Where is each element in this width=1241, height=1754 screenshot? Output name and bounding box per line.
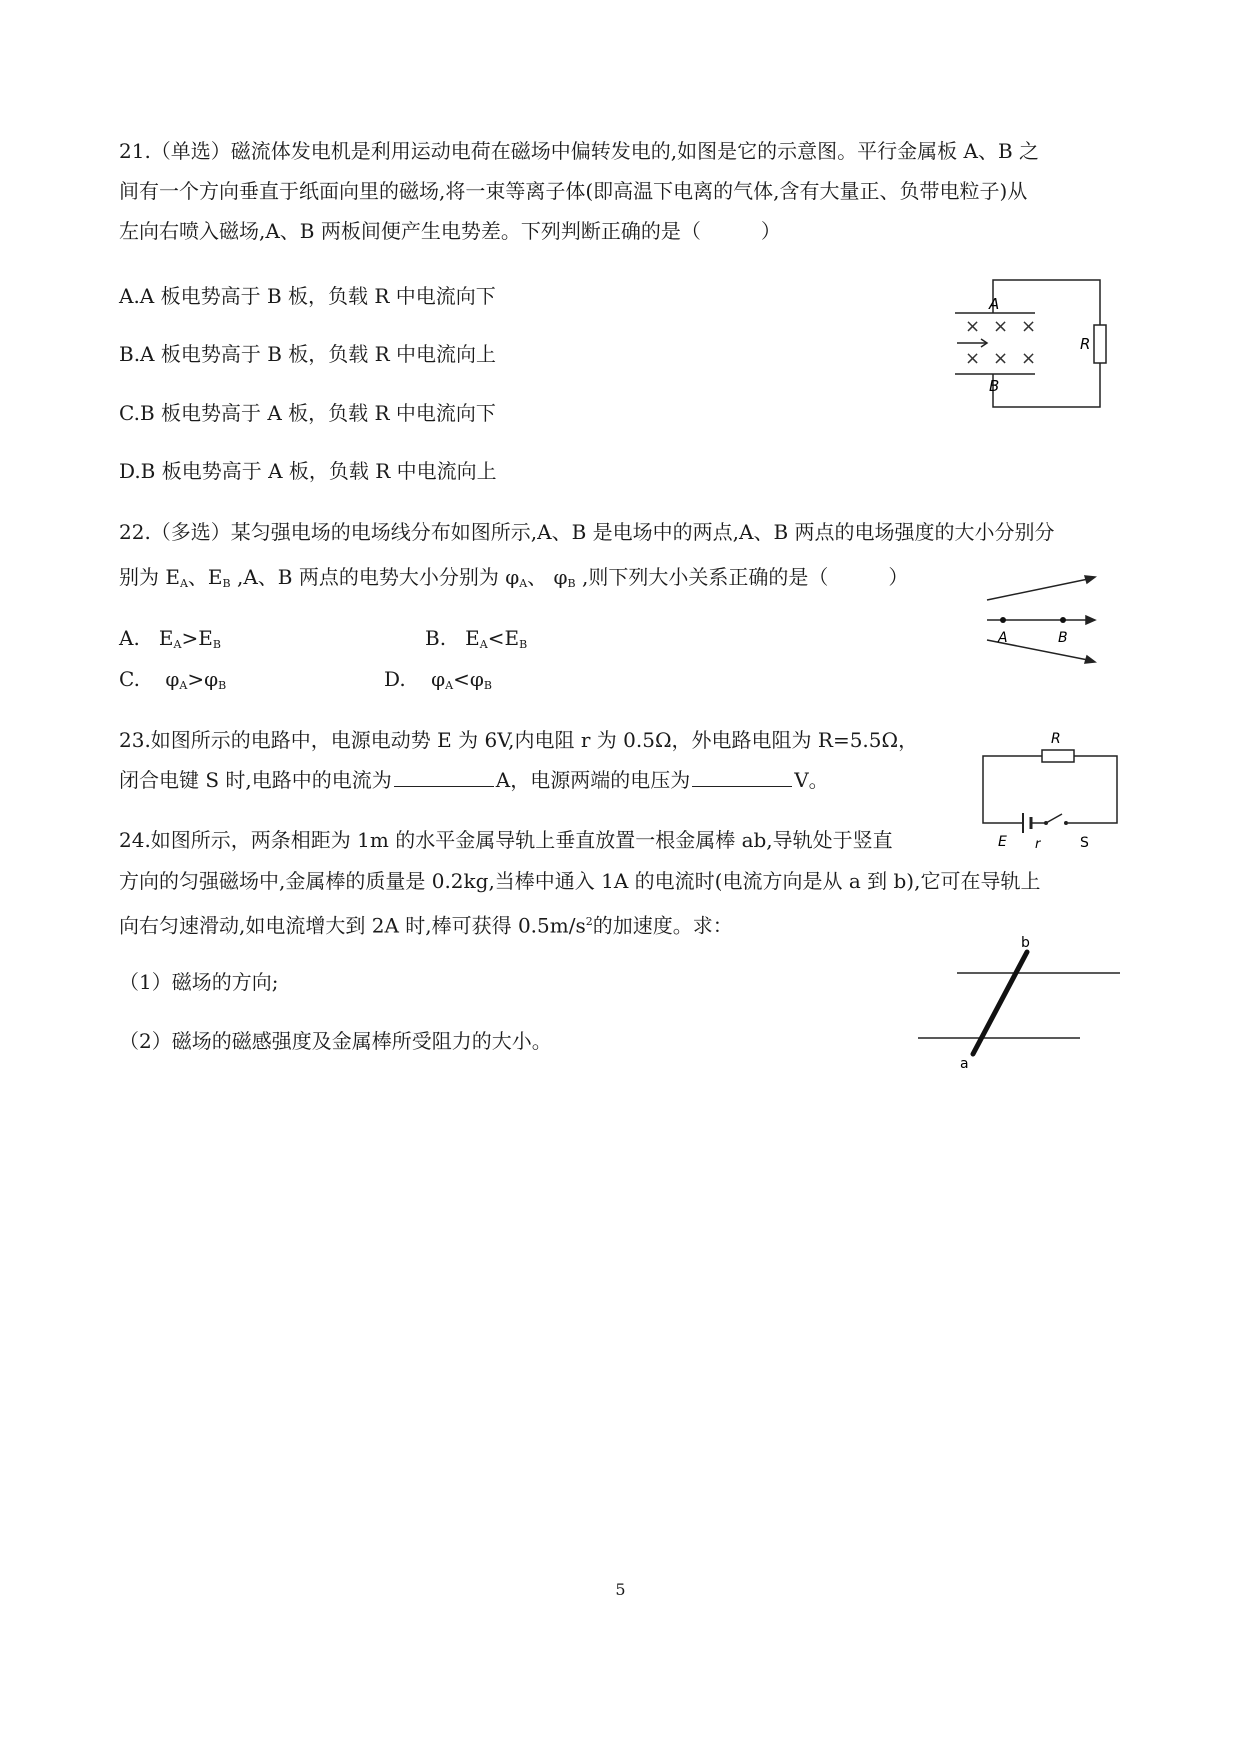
q22-sub: A: [445, 679, 454, 692]
q21-fig-cross: ×: [1021, 348, 1037, 369]
symbol: E: [158, 626, 174, 650]
q24-subquestion-2: （2）磁场的磁感强度及金属棒所受阻力的大小。: [119, 1029, 552, 1053]
q22-text-line1: 22.（多选）某匀强电场的电场线分布如图所示,A、B 是电场中的两点,A、B 两点的电场强度的大小分别分: [119, 520, 1055, 544]
q24-fig-label-a: a: [960, 1056, 969, 1072]
q21-option-d: D.B 板电势高于 A 板，负载 R 中电流向上: [119, 459, 497, 483]
q22-sub: A: [179, 679, 188, 692]
q22-text-fragment: 别为 E: [119, 565, 180, 589]
q22-sub: A: [479, 638, 488, 651]
q23-blank-current[interactable]: [394, 766, 494, 787]
q22-option-d: [384, 665, 492, 700]
q21-figure-mhd-generator: [955, 275, 1115, 415]
relation: <: [487, 626, 505, 650]
q21-fig-label-r: R: [1080, 335, 1091, 353]
symbol: φ: [431, 667, 446, 691]
q24-fig-label-b: b: [1021, 935, 1030, 951]
q23-text-fragment: V。: [794, 768, 829, 792]
page-number: 5: [615, 1580, 626, 1599]
relation: >: [181, 626, 199, 650]
q21-option-c: C.B 板电势高于 A 板，负载 R 中电流向下: [119, 401, 496, 425]
q21-text-line1: 21.（单选）磁流体发电机是利用运动电荷在磁场中偏转发电的,如图是它的示意图。平行金属板 A、B 之: [119, 139, 1040, 163]
q22-sub: B: [218, 679, 227, 692]
option-label: D.: [384, 667, 406, 691]
q22-text-fragment: 、E: [187, 565, 223, 589]
q22-sub: A: [519, 577, 528, 590]
symbol: E: [198, 626, 213, 650]
q22-sub: B: [567, 577, 576, 590]
q21-fig-cross: ×: [1021, 316, 1037, 337]
q24-subquestion-1: （1）磁场的方向;: [119, 970, 279, 994]
q24-sup: 2: [585, 915, 593, 928]
q22-fig-label-b: B: [1058, 630, 1068, 646]
symbol: E: [465, 626, 480, 650]
q21-fig-cross: ×: [993, 316, 1009, 337]
q23-text-fragment: 闭合电键 S 时,电路中的电流为: [119, 768, 392, 792]
q24-text-line2: 方向的匀强磁场中,金属棒的质量是 0.2kg,当棒中通入 1A 的电流时(电流方向是从 a 到 b),它可在导轨上: [119, 869, 1041, 893]
q21-text-line3: 左向右喷入磁场,A、B 两板间便产生电势差。下列判断正确的是（ ）: [119, 219, 781, 243]
q24-figure-rails: [915, 935, 1125, 1075]
option-label: B.: [425, 626, 447, 650]
q24-text-fragment: 向右匀速滑动,如电流增大到 2A 时,棒可获得 0.5m/s: [119, 913, 586, 938]
q21-text-line2: 间有一个方向垂直于纸面向里的磁场,将一束等离子体(即高温下电离的气体,含有大量正、负带电粒子)从: [119, 179, 1028, 203]
q24-text-line1: 24.如图所示，两条相距为 1m 的水平金属导轨上垂直放置一根金属棒 ab,导轨处于竖直: [119, 828, 893, 852]
q22-fig-label-a: A: [998, 630, 1008, 646]
q22-text-line2: [119, 563, 908, 598]
q22-option-a: [119, 624, 221, 659]
q23-fig-label-e: E: [998, 834, 1007, 850]
q22-sub: B: [519, 638, 528, 651]
q23-fig-label-s: S: [1080, 835, 1089, 851]
q23-text-line1: 23.如图所示的电路中，电源电动势 E 为 6V,内电阻 r 为 0.5Ω，外电路电阻为 R=5.5Ω，: [119, 728, 919, 752]
option-label: C.: [119, 667, 140, 691]
q22-sub: B: [483, 679, 492, 692]
q23-blank-voltage[interactable]: [692, 766, 792, 787]
q22-sub: B: [222, 577, 231, 590]
q23-fig-label-r: R: [1051, 731, 1061, 747]
q22-figure-field-lines: [985, 570, 1100, 670]
symbol: φ: [469, 667, 484, 691]
q23-fig-label-r-internal: r: [1035, 837, 1041, 852]
q23-figure-circuit: [980, 728, 1120, 850]
q22-sub: A: [173, 638, 182, 651]
q21-fig-label-a: A: [989, 295, 1000, 313]
q21-fig-label-b: B: [989, 377, 1000, 395]
q22-option-b: [425, 624, 527, 659]
q22-text-fragment: ,则下列大小关系正确的是（ ）: [575, 565, 909, 589]
q21-fig-cross: ×: [965, 316, 981, 337]
relation: <: [453, 667, 470, 691]
q22-option-c: [119, 665, 226, 700]
symbol: E: [504, 626, 520, 650]
q24-text-line3: [119, 908, 733, 940]
q23-text-line2: [119, 766, 829, 794]
q23-text-fragment: A，电源两端的电压为: [495, 768, 691, 792]
q22-sub: B: [212, 638, 221, 651]
q24-text-fragment: 的加速度。求：: [592, 913, 733, 938]
option-label: A.: [119, 626, 140, 650]
q22-sub: A: [179, 577, 188, 590]
q21-option-a: A.A 板电势高于 B 板，负载 R 中电流向下: [119, 284, 496, 308]
q22-text-fragment: ,A、B 两点的电势大小分别为 φ: [230, 565, 520, 589]
symbol: φ: [165, 667, 180, 691]
relation: >: [187, 667, 205, 691]
symbol: φ: [204, 667, 219, 691]
q22-text-fragment: 、 φ: [527, 565, 568, 589]
q21-fig-cross: ×: [993, 348, 1009, 369]
q21-option-b: B.A 板电势高于 B 板，负载 R 中电流向上: [119, 342, 497, 366]
q21-fig-cross: ×: [965, 348, 981, 369]
